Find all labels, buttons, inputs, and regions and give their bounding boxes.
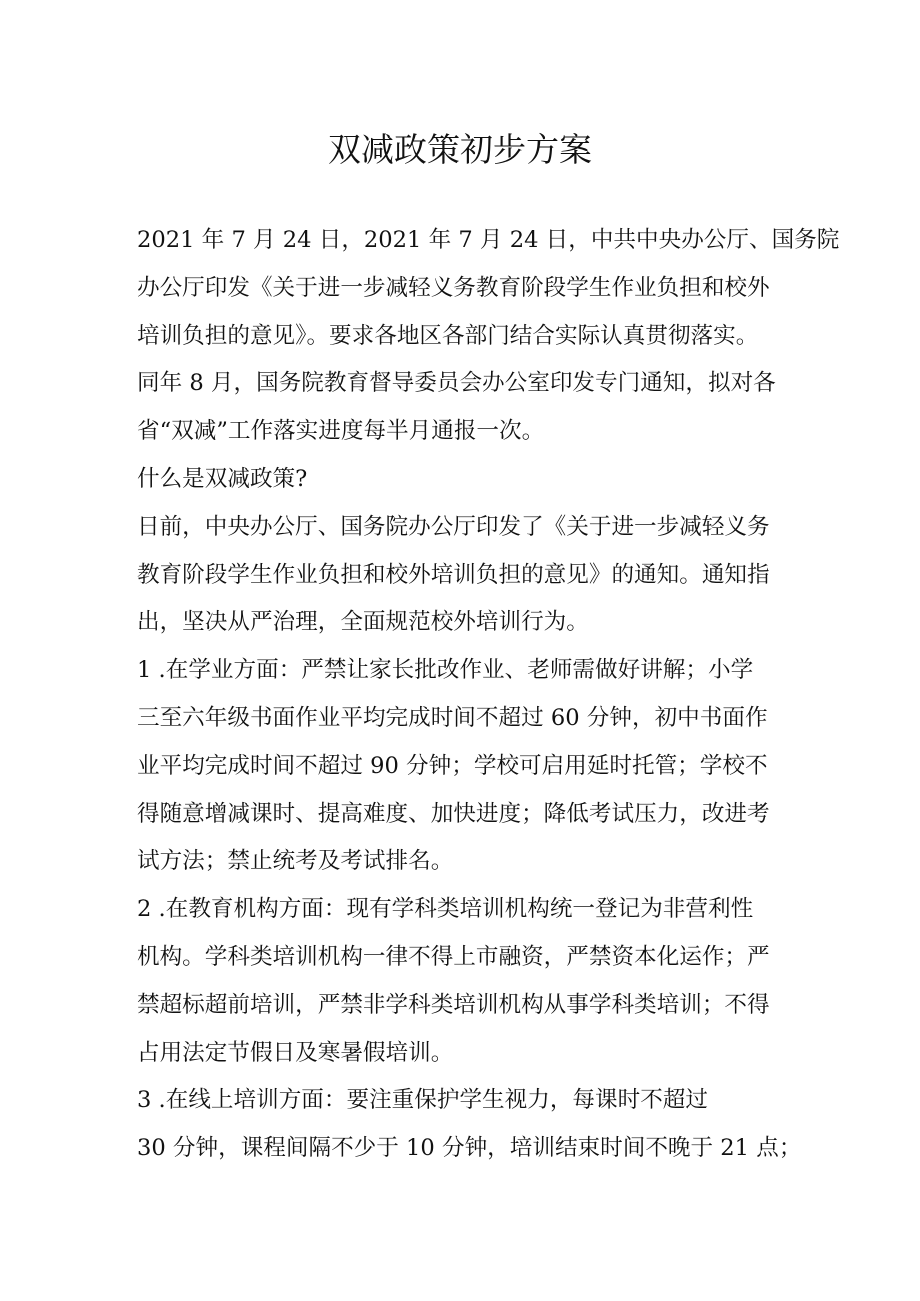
text-line: 省“双减”工作落实进度每半月通报一次。	[137, 418, 545, 445]
text-line: 占用法定节假日及寒暑假培训。	[137, 1039, 454, 1066]
text-line: 30 分钟，课程间隔不少于 10 分钟，培训结束时间不晚于 21 点；	[137, 1135, 802, 1162]
text-line: 2021 年 7 月 24 日，2021 年 7 月 24 日，中共中央办公厅、国务院	[137, 227, 840, 253]
text-line: 得随意增减课时、提高难度、加快进度；降低考试压力，改进考	[137, 800, 770, 827]
document-title: 双减政策初步方案	[328, 130, 592, 169]
section-heading: 什么是双减政策?	[137, 465, 308, 492]
text-line: 办公厅印发《关于进一步减轻义务教育阶段学生作业负担和校外	[137, 274, 770, 301]
text-line: 业平均完成时间不超过 90 分钟；学校可启用延时托管；学校不	[137, 752, 768, 779]
list-item-2: 2 .在教育机构方面：现有学科类培训机构统一登记为非营利性	[137, 896, 754, 923]
text-line: 三至六年级书面作业平均完成时间不超过 60 分钟，初中书面作	[137, 704, 768, 731]
document-body	[137, 217, 840, 1173]
text-line: 日前，中央办公厅、国务院办公厅印发了《关于进一步减轻义务	[137, 513, 770, 540]
text-line: 出，坚决从严治理，全面规范校外培训行为。	[137, 609, 589, 636]
text-line: 教育阶段学生作业负担和校外培训负担的意见》的通知。通知指	[137, 561, 770, 588]
text-line: 同年 8 月，国务院教育督导委员会办公室印发专门通知，拟对各	[137, 370, 776, 397]
text-line: 机构。学科类培训机构一律不得上市融资，严禁资本化运作；严	[137, 943, 770, 970]
list-item-1: 1 .在学业方面：严禁让家长批改作业、老师需做好讲解；小学	[137, 657, 754, 684]
text-line: 禁超标超前培训，严禁非学科类培训机构从事学科类培训；不得	[137, 991, 770, 1018]
list-item-3: 3 .在线上培训方面：要注重保护学生视力，每课时不超过	[137, 1087, 708, 1114]
text-line: 培训负担的意见》。要求各地区各部门结合实际认真贯彻落实。	[137, 322, 759, 349]
text-line: 试方法；禁止统考及考试排名。	[137, 848, 454, 875]
